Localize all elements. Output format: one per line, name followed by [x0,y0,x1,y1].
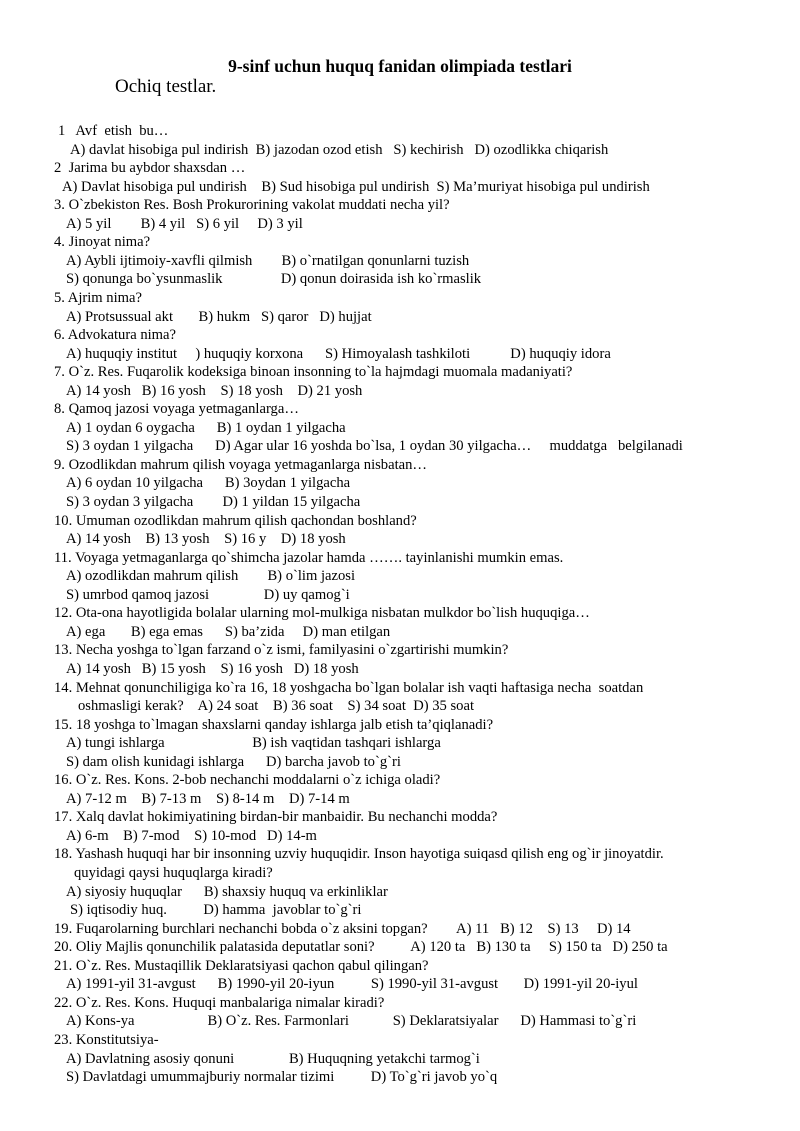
question-line: 8. Qamoq jazosi voyaga yetmaganlarga… [54,401,299,418]
answer-options-line: A) Protsussual akt B) hukm S) qaror D) hujjat [66,308,372,325]
answer-options-line: A) Kons-ya B) O`z. Res. Farmonlari S) Deklaratsiyalar D) Hammasi to`g`ri [66,1013,637,1030]
question-line: quyidagi qaysi huquqlarga kiradi? [74,865,273,881]
answer-options-line: A) Davlatning asosiy qonuni B) Huquqning yetakchi tarmog`i [66,1050,480,1067]
answer-options-line: A) huquqiy institut ) huquqiy korxona S) Himoyalash tashkiloti D) huquqiy idora [66,345,611,362]
answer-options-line: A) 6-m B) 7-mod S) 10-mod D) 14-m [66,827,317,844]
question-line: 5. Ajrim nima? [54,289,142,306]
answer-options-line: A) 1 oydan 6 oygacha B) 1 oydan 1 yilgacha [66,419,346,436]
answer-options-line: A) 6 oydan 10 yilgacha B) 3oydan 1 yilgacha [66,475,351,492]
answer-options-line: A) 14 yosh B) 13 yosh S) 16 y D) 18 yosh [66,531,346,548]
answer-options-line: A) 1991-yil 31-avgust B) 1990-yil 20-iyun S) 1990-yil 31-avgust D) 1991-yil 20-iyul [66,976,638,993]
question-line: 9. Ozodlikdan mahrum qilish voyaga yetmaganlarga nisbatan… [54,456,427,473]
question-line: 13. Necha yoshga to`lgan farzand o`z ismi, familyasini o`zgartirishi mumkin? [54,642,509,659]
question-line: 12. Ota-ona hayotligida bolalar ularning mol-mulkiga nisbatan mulkdor bo`lish huquqiga… [54,605,590,622]
answer-options-line: S) iqtisodiy huq. D) hamma javoblar to`g`ri [70,902,362,919]
question-line: 10. Umuman ozodlikdan mahrum qilish qachondan boshland? [54,512,417,529]
question-line: 4. Jinoyat nima? [54,234,151,251]
answer-options-line: S) qonunga bo`ysunmaslik D) qonun doirasida ish ko`rmaslik [66,271,482,288]
page-title: 9-sinf uchun huquq fanidan olimpiada testlari [228,56,572,76]
question-line: 23. Konstitutsiya- [54,1031,159,1048]
answer-options-line: A) 7-12 m B) 7-13 m S) 8-14 m D) 7-14 m [66,790,350,807]
answer-options-line: A) tungi ishlarga B) ish vaqtidan tashqari ishlarga [66,735,441,752]
page-subtitle: Ochiq testlar. [115,76,217,97]
answer-options-line: S) Davlatdagi umummajburiy normalar tizimi D) To`g`ri javob yo`q [66,1069,498,1086]
question-line: 15. 18 yoshga to`lmagan shaxslarni qanday ishlarga jalb etish ta’qiqlanadi? [54,716,494,733]
question-line: 19. Fuqarolarning burchlari nechanchi bobda o`z aksini topgan? A) 11 B) 12 S) 13 D) 14 [54,920,631,937]
question-line: 7. O`z. Res. Fuqarolik kodeksiga binoan insonning to`la hajmdagi muomala madaniyati? [54,364,573,381]
question-line: 6. Advokatura nima? [54,327,176,344]
answer-options-line: A) 14 yosh B) 15 yosh S) 16 yosh D) 18 yosh [66,660,359,677]
answer-options-line: A) Aybli ijtimoiy-xavfli qilmish B) o`rnatilgan qonunlarni tuzish [66,252,470,269]
answer-options-line: A) ega B) ega emas S) ba’zida D) man etilgan [66,623,391,640]
answer-options-line: S) 3 oydan 1 yilgacha D) Agar ular 16 yoshda bo`lsa, 1 oydan 30 yilgacha… muddatga belgilanadi [66,438,683,455]
question-line: oshmasligi kerak? A) 24 soat B) 36 soat S) 34 soat D) 35 soat [78,698,475,715]
answer-options-line: A) 14 yosh B) 16 yosh S) 18 yosh D) 21 yosh [66,382,363,399]
answer-options-line: A) davlat hisobiga pul indirish B) jazodan ozod etish S) kechirish D) ozodlikka chiqarish [70,141,609,158]
question-line: 20. Oliy Majlis qonunchilik palatasida deputatlar soni? A) 120 ta B) 130 ta S) 150 ta D) 250 ta [54,939,668,956]
answer-options-line: A) ozodlikdan mahrum qilish B) o`lim jazosi [66,568,355,585]
question-line: 3. O`zbekiston Res. Bosh Prokurorining vakolat muddati necha yil? [54,197,450,214]
question-line: 16. O`z. Res. Kons. 2-bob nechanchi moddalarni o`z ichiga oladi? [54,772,441,789]
answer-options-line: A) 5 yil B) 4 yil S) 6 yil D) 3 yil [66,215,303,232]
answer-options-line: S) umrbod qamoq jazosi D) uy qamog`i [66,586,350,603]
answer-options-line: S) dam olish kunidagi ishlarga D) barcha javob to`g`ri [66,753,401,770]
question-line: 2 Jarima bu aybdor shaxsdan … [54,160,246,177]
question-line: 21. O`z. Res. Mustaqillik Deklaratsiyasi qachon qabul qilingan? [54,957,429,974]
question-line: 17. Xalq davlat hokimiyatining birdan-bir manbaidir. Bu nechanchi modda? [54,809,498,826]
answer-options-line: A) Davlat hisobiga pul undirish B) Sud hisobiga pul undirish S) Ma’muriyat hisobiga pul undirish [62,178,650,195]
answer-options-line: S) 3 oydan 3 yilgacha D) 1 yildan 15 yilgacha [66,494,361,510]
question-line: 11. Voyaga yetmaganlarga qo`shimcha jazolar hamda ……. tayinlanishi mumkin emas. [54,549,564,566]
question-line: 18. Yashash huquqi har bir insonning uzviy huquqidir. Inson hayotiga suiqasd qilish eng og`ir jinoyatdir. [54,846,664,863]
question-line: 14. Mehnat qonunchiligiga ko`ra 16, 18 yoshgacha bo`lgan bolalar ish vaqti haftasiga necha soatdan [54,679,644,696]
answer-options-line: A) siyosiy huquqlar B) shaxsiy huquq va erkinliklar [66,883,388,900]
question-line: 1 Avf etish bu… [58,123,169,139]
question-line: 22. O`z. Res. Kons. Huquqi manbalariga nimalar kiradi? [54,994,385,1011]
